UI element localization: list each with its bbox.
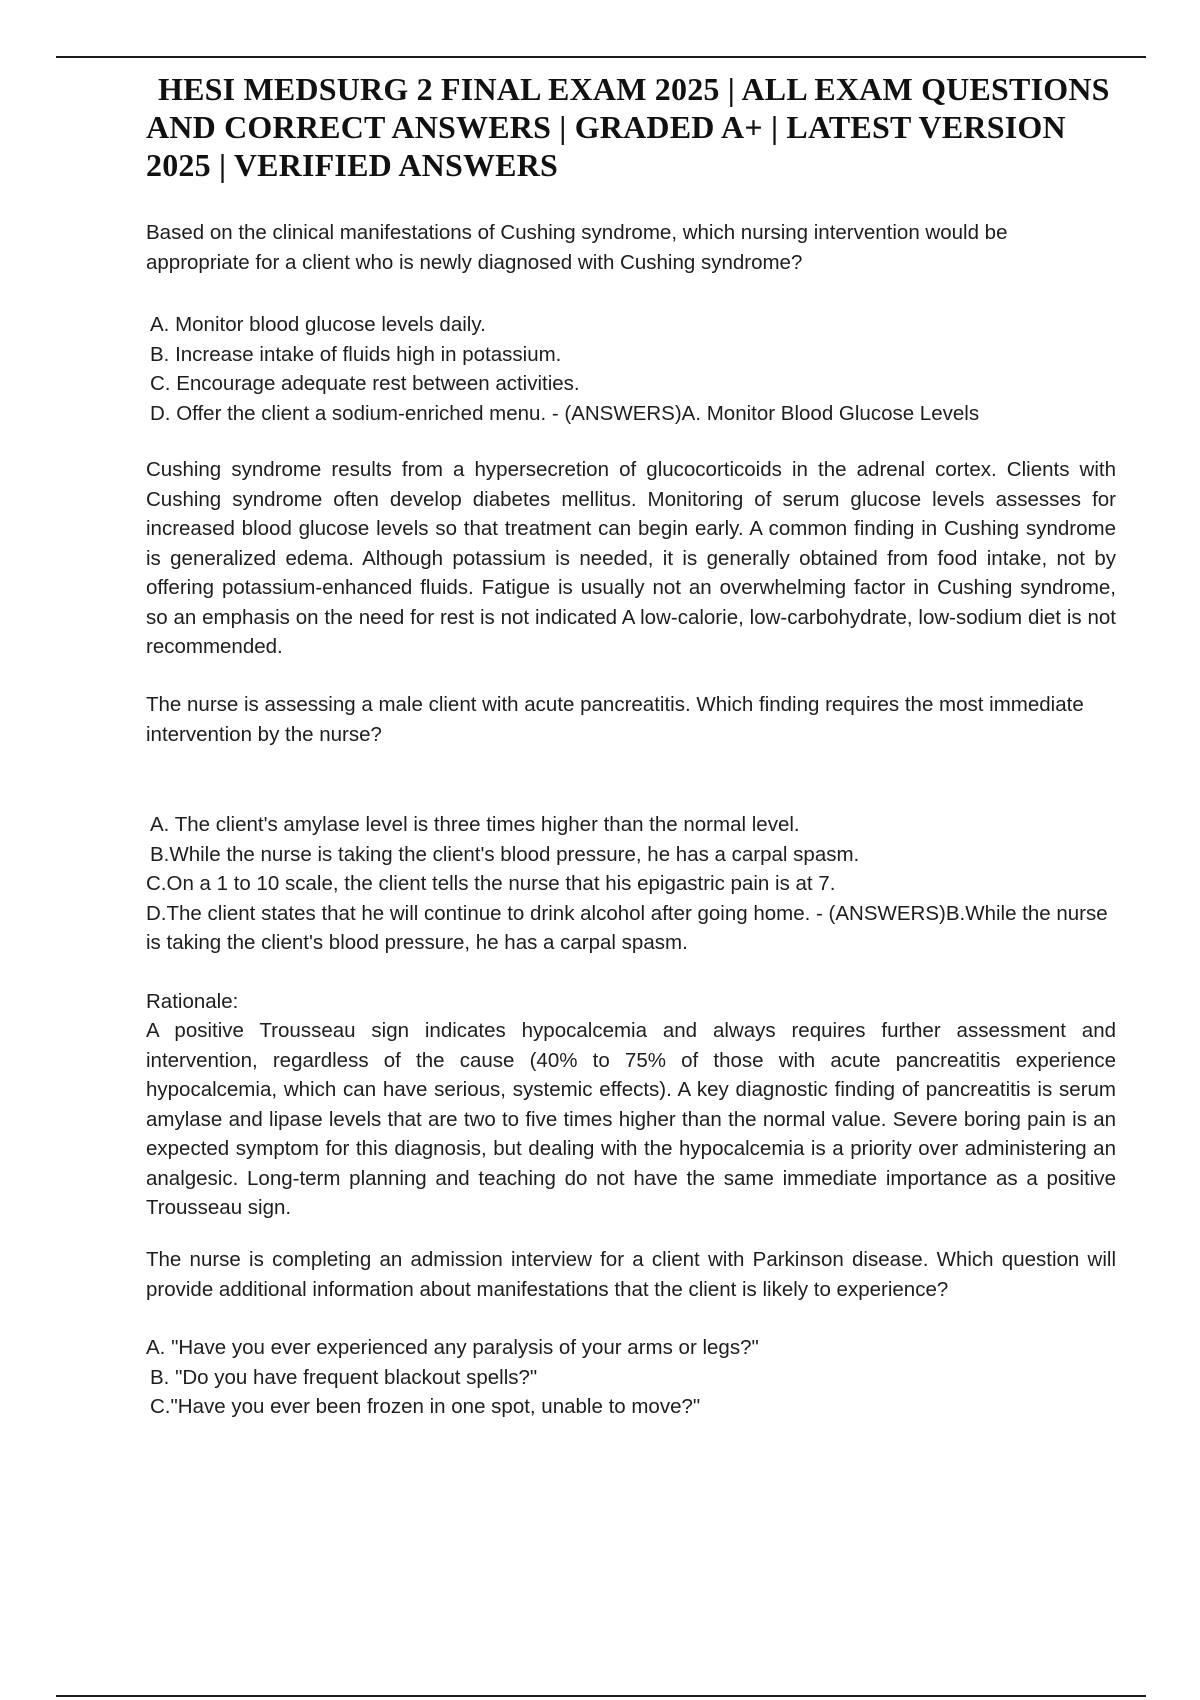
answer-option-a: A. The client's amylase level is three times higher than the normal level. [150, 813, 800, 836]
title-line: AND CORRECT ANSWERS | GRADED A+ | LATEST VERSION [146, 109, 1066, 145]
answer-option-c: C.On a 1 to 10 scale, the client tells the nurse that his epigastric pain is at 7. [146, 872, 836, 895]
title-line: HESI MEDSURG 2 FINAL EXAM 2025 | ALL EXAM QUESTIONS [158, 71, 1110, 107]
answer-option-c: C."Have you ever been frozen in one spot, unable to move?" [150, 1395, 701, 1418]
answer-option-d-with-answer: D.The client states that he will continue to drink alcohol after going home. - (ANSWERS)B.While the nurse is taking the client's blood pressure, he has a carpal spasm. [146, 901, 1108, 954]
document-title [146, 70, 1116, 184]
answer-options [146, 1333, 1116, 1422]
answer-options [146, 810, 1116, 958]
bottom-rule [56, 1695, 1146, 1697]
answer-option-a: A. Monitor blood glucose levels daily. [150, 313, 486, 336]
rationale-text: A positive Trousseau sign indicates hypocalcemia and always requires further assessment and intervention, regardless of the cause (40% to 75% of those with acute pancreatitis experience hypocalcemia, which can have serious, systemic effects). A key diagnostic finding of pancreatitis is serum amylase and lipase levels that are two to five times higher than the normal value. Severe boring pain is an expected symptom for this diagnosis, but dealing with the hypocalcemia is a priority over administering an analgesic. Long-term planning and teaching do not have the same immediate importance as a positive Trousseau sign. [146, 1019, 1116, 1219]
answer-option-b: B. Increase intake of fluids high in potassium. [150, 342, 562, 366]
title-line: 2025 | VERIFIED ANSWERS [146, 147, 559, 183]
question-stem: The nurse is assessing a male client with acute pancreatitis. Which finding requires the most immediate intervention by the nurse? [146, 693, 1084, 746]
question-stem: The nurse is completing an admission interview for a client with Parkinson disease. Which question will provide additional information about manifestations that the client is likely to experience? [146, 1248, 1116, 1301]
top-rule [56, 56, 1146, 58]
answer-option-d-with-answer: D. Offer the client a sodium-enriched menu. - (ANSWERS)A. Monitor Blood Glucose Levels [150, 401, 980, 425]
answer-option-a: A. "Have you ever experienced any paralysis of your arms or legs?" [146, 1336, 759, 1359]
document-page [146, 70, 1116, 1418]
rationale-label: Rationale: [146, 990, 239, 1013]
question-stem: Based on the clinical manifestations of Cushing syndrome, which nursing intervention would be appropriate for a client who is newly diagnosed with Cushing syndrome? [146, 221, 1008, 274]
rationale-text: Cushing syndrome results from a hypersecretion of glucocorticoids in the adrenal cortex. Clients with Cushing syndrome often develop diabetes mellitus. Monitoring of serum glucose levels assesses for increased blood glucose levels so that treatment can begin early. A common finding in Cushing syndrome is generalized edema. Although potassium is needed, it is generally obtained from food intake, not by offering potassium-enhanced fluids. Fatigue is usually not an overwhelming factor in Cushing syndrome, so an emphasis on the need for rest is not indicated A low-calorie, low-carbohydrate, low-sodium diet is not recommended. [146, 458, 1116, 658]
answer-options [150, 310, 1120, 428]
answer-option-b: B.While the nurse is taking the client's blood pressure, he has a carpal spasm. [150, 842, 860, 866]
answer-option-c: C. Encourage adequate rest between activities. [150, 372, 580, 395]
answer-option-b: B. "Do you have frequent blackout spells?" [150, 1365, 538, 1389]
